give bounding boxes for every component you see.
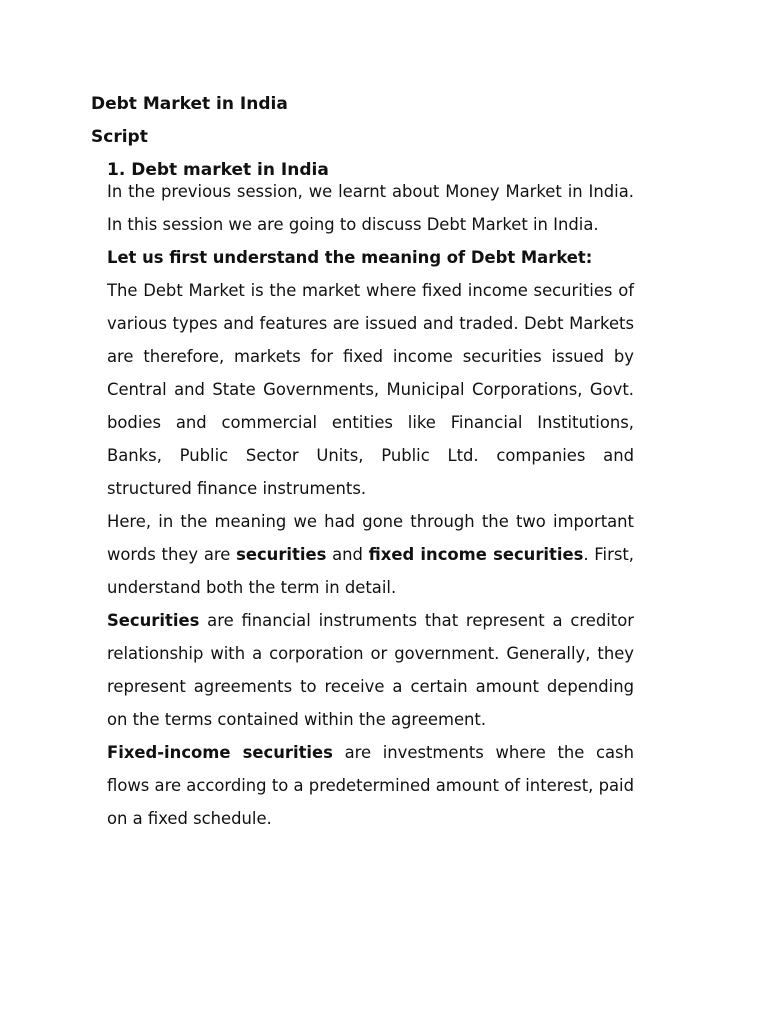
securities-term: Securities xyxy=(107,611,200,630)
definition-paragraph: The Debt Market is the market where fixed income securities of various types and features are issued and traded. Debt Markets are therefore, markets for fixed income securities issued by Central and State Governments, Municipal Corporations, Govt. bodies and commercial entities like Financial Institutions, Banks, Public Sector Units, Public Ltd. companies and structured finance instruments. xyxy=(107,281,634,498)
document-body xyxy=(107,175,634,835)
fixed-income-text: are investments where the cash flows are according to a predetermined amount of interest, paid on a fixed schedule. xyxy=(107,743,634,828)
intro-paragraph: In the previous session, we learnt about Money Market in India. In this session we are going to discuss Debt Market in India. xyxy=(107,182,634,234)
section-heading: 1. Debt market in India xyxy=(107,160,329,180)
fixed-income-term: Fixed-income securities xyxy=(107,743,333,762)
important-words-text-1: Here, in the meaning we had gone through the two important words they are xyxy=(107,512,634,564)
important-words-text-2: and xyxy=(326,545,369,564)
important-words-paragraph xyxy=(107,505,634,604)
document-title: Debt Market in India xyxy=(91,94,288,114)
document-subtitle: Script xyxy=(91,127,148,147)
fixed-income-definition xyxy=(107,736,634,835)
term-securities: securities xyxy=(236,545,327,564)
meaning-lead: Let us first understand the meaning of Debt Market: xyxy=(107,248,593,267)
important-words-text-3: . First, understand both the term in detail. xyxy=(107,545,634,597)
securities-definition xyxy=(107,604,634,736)
term-fixed-income-securities: fixed income securities xyxy=(368,545,584,564)
securities-text: are financial instruments that represent a creditor relationship with a corporation or government. Generally, they represent agreements to receive a certain amount depending on the terms contained within the agreement. xyxy=(107,611,634,729)
